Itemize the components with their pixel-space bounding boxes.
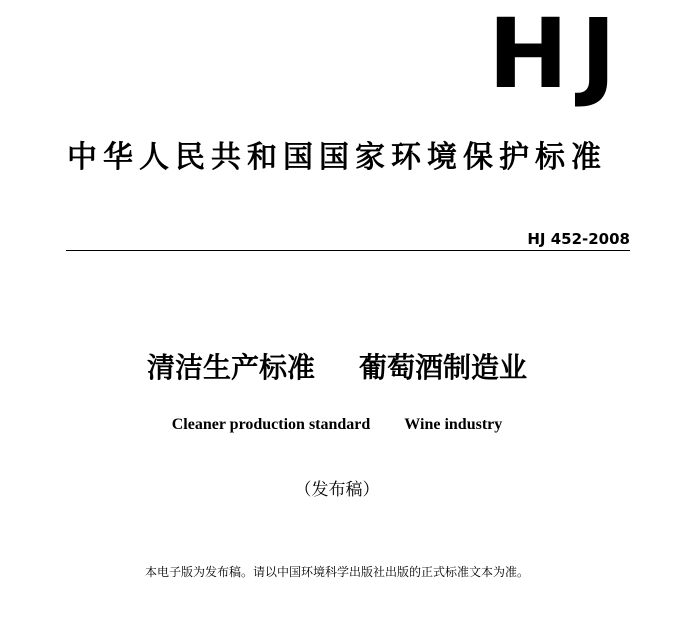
edition-notice: 本电子版为发布稿。请以中国环境科学出版社出版的正式标准文本为准。	[144, 565, 529, 579]
title-chinese	[0, 350, 674, 386]
issuing-authority: 中华人民共和国国家环境保护标准	[67, 140, 607, 175]
title-english-part2: Wine industry	[404, 416, 503, 433]
title-chinese-part1: 清洁生产标准	[146, 351, 315, 384]
title-english	[0, 414, 674, 436]
draft-label: （发布稿）	[294, 480, 380, 500]
standard-number: HJ 452-2008	[527, 230, 630, 248]
title-chinese-part2: 葡萄酒制造业	[359, 351, 528, 384]
hj-logo: HJ	[488, 0, 629, 110]
title-english-part1: Cleaner production standard	[171, 416, 371, 433]
header-rule	[66, 250, 630, 251]
